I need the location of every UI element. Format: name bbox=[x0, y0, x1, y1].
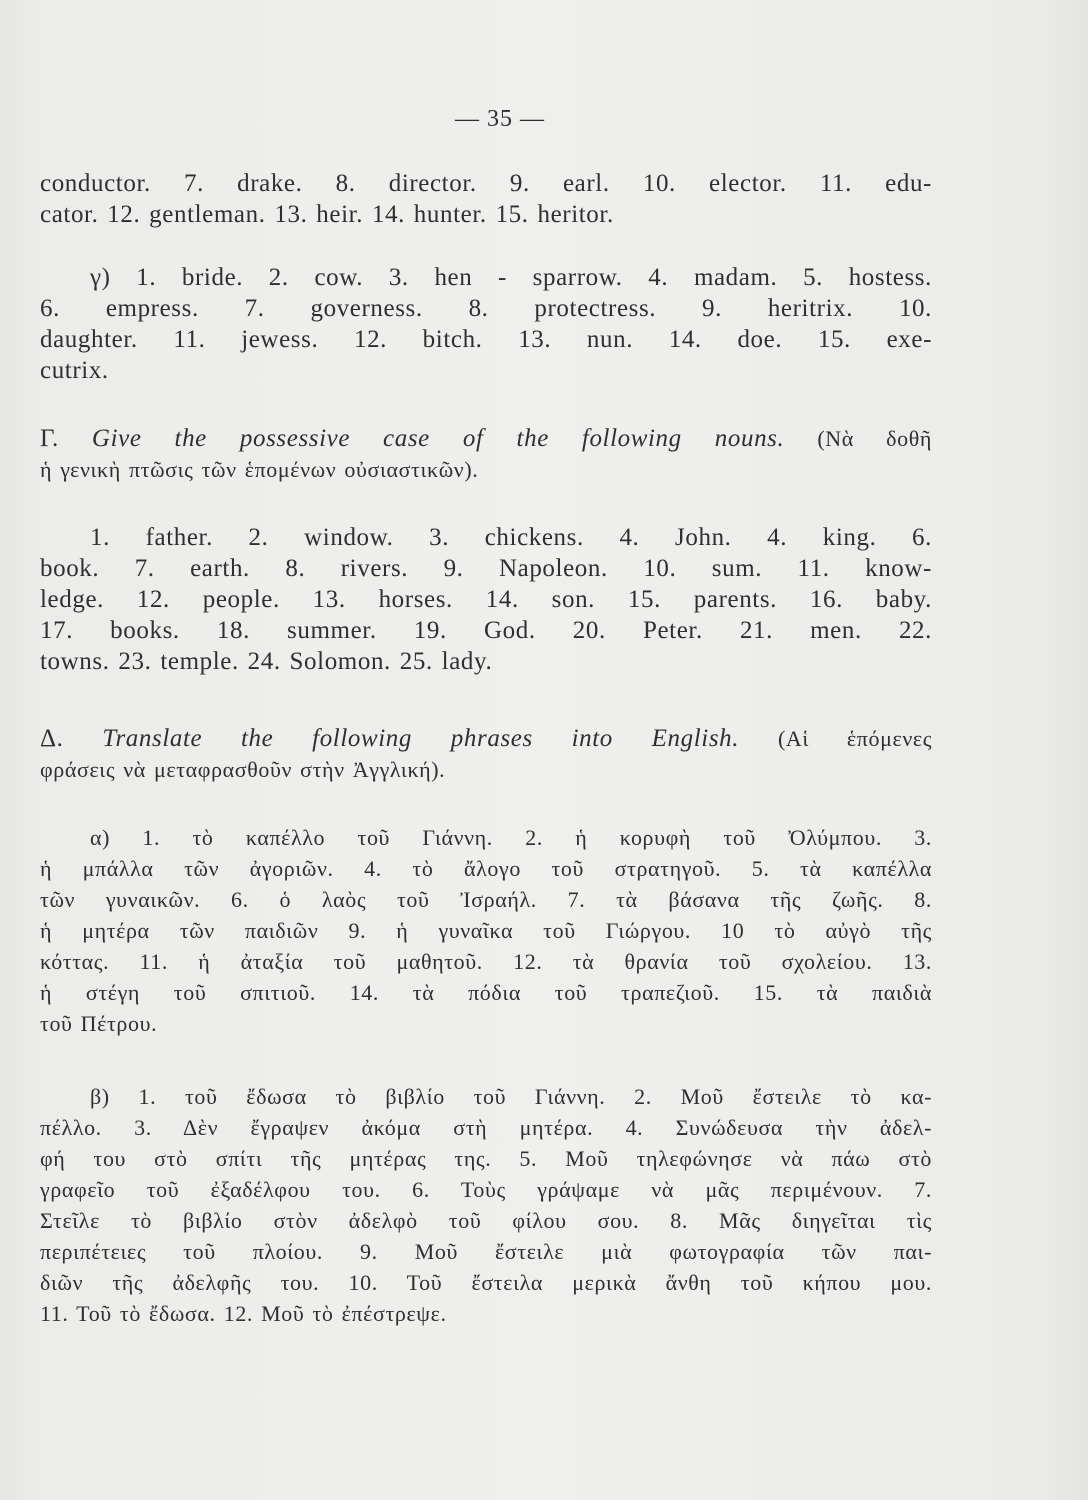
text-line: περιπέτειες τοῦ πλοίου. 9. Μοῦ ἔστειλε μιὰ φωτογραφία τῶν παι- bbox=[40, 1239, 932, 1264]
text-line: πέλλο. 3. Δὲν ἔγραψεν ἀκόμα στὴ μητέρα. 4. Συνώδευσα τὴν ἀδελ- bbox=[40, 1115, 932, 1140]
text-line: cator. 12. gentleman. 13. heir. 14. hunter. 15. heritor. bbox=[40, 201, 614, 228]
text-line: ἡ στέγη τοῦ σπιτιοῦ. 14. τὰ πόδια τοῦ τραπεζιοῦ. 15. τὰ παιδιὰ bbox=[40, 980, 932, 1005]
text-line: 6. empress. 7. governess. 8. protectress. 9. heritrix. 10. bbox=[40, 295, 932, 322]
beta-sentences bbox=[40, 1081, 932, 1329]
text-line: conductor. 7. drake. 8. director. 9. earl. 10. elector. 11. edu- bbox=[40, 170, 932, 197]
text-line: φή του στὸ σπίτι τῆς μητέρας της. 5. Μοῦ τηλεφώνησε νὰ πάω στὸ bbox=[40, 1146, 932, 1171]
text-line: διῶν τῆς ἀδελφῆς του. 10. Τοῦ ἔστειλα μερικὰ ἄνθη τοῦ κήπου μου. bbox=[40, 1270, 932, 1295]
feminine-words-list bbox=[40, 262, 932, 386]
exercise-title: Give the possessive case of the following nouns. bbox=[91, 425, 785, 452]
masculine-words-continuation bbox=[40, 168, 932, 230]
text-line: α) 1. τὸ καπέλλο τοῦ Γιάννη. 2. ἡ κορυφὴ τοῦ Ὀλύμπου. 3. bbox=[90, 825, 932, 850]
exercise-letter: Δ. bbox=[40, 725, 64, 752]
text-line: τοῦ Πέτρου. bbox=[40, 1011, 158, 1036]
possessive-nouns-list bbox=[40, 522, 932, 677]
text-line: γ) 1. bride. 2. cow. 3. hen - sparrow. 4. madam. 5. hostess. bbox=[90, 264, 932, 291]
text-line: 17. books. 18. summer. 19. God. 20. Peter. 21. men. 22. bbox=[40, 617, 932, 644]
text-line: γραφεῖο τοῦ ἐξαδέλφου του. 6. Τοὺς γράψαμε νὰ μᾶς περιμένουν. 7. bbox=[40, 1177, 932, 1202]
text-line: β) 1. τοῦ ἔδωσα τὸ βιβλίο τοῦ Γιάννη. 2. Μοῦ ἔστειλε τὸ κα- bbox=[90, 1084, 932, 1109]
exercise-delta-heading bbox=[40, 723, 932, 785]
text-line: book. 7. earth. 8. rivers. 9. Napoleon. 10. sum. 11. know- bbox=[40, 555, 932, 582]
text-line: ledge. 12. people. 13. horses. 14. son. 15. parents. 16. baby. bbox=[40, 586, 932, 613]
exercise-heading-line bbox=[40, 423, 932, 454]
text-line: daughter. 11. jewess. 12. bitch. 13. nun. 14. doe. 15. exe- bbox=[40, 326, 932, 353]
text-line: 11. Τοῦ τὸ ἔδωσα. 12. Μοῦ τὸ ἐπέστρεψε. bbox=[40, 1301, 447, 1326]
exercise-greek-instruction: (Νὰ δοθῆ bbox=[817, 426, 932, 451]
text-line: Στεῖλε τὸ βιβλίο στὸν ἀδελφὸ τοῦ φίλου σου. 8. Μᾶς διηγεῖται τὶς bbox=[40, 1208, 932, 1233]
text-line: ἡ μητέρα τῶν παιδιῶν 9. ἡ γυναῖκα τοῦ Γιώργου. 10 τὸ αὐγὸ τῆς bbox=[40, 918, 932, 943]
exercise-heading-line bbox=[40, 723, 932, 754]
text-line: 1. father. 2. window. 3. chickens. 4. John. 4. king. 6. bbox=[90, 524, 932, 551]
text-line: τῶν γυναικῶν. 6. ὁ λαὸς τοῦ Ἰσραήλ. 7. τὰ βάσανα τῆς ζωῆς. 8. bbox=[40, 887, 932, 912]
text-line: towns. 23. temple. 24. Solomon. 25. lady. bbox=[40, 648, 493, 675]
exercise-title: Translate the following phrases into English. bbox=[102, 725, 740, 752]
exercise-greek-instruction: (Αἱ ἑπόμενες bbox=[777, 726, 932, 751]
alpha-phrases bbox=[40, 822, 932, 1039]
exercise-gamma-heading bbox=[40, 423, 932, 485]
exercise-greek-instruction-cont: φράσεις νὰ μεταφρασθοῦν στὴν Ἀγγλική). bbox=[40, 757, 446, 782]
page-number: — 35 — bbox=[455, 106, 545, 132]
exercise-greek-instruction-cont: ἡ γενικὴ πτῶσις τῶν ἑπομένων οὐσιαστικῶν). bbox=[40, 457, 479, 482]
text-line: ἡ μπάλλα τῶν ἀγοριῶν. 4. τὸ ἄλογο τοῦ στρατηγοῦ. 5. τὰ καπέλλα bbox=[40, 856, 932, 881]
text-line: κόττας. 11. ἡ ἀταξία τοῦ μαθητοῦ. 12. τὰ θρανία τοῦ σχολείου. 13. bbox=[40, 949, 932, 974]
exercise-letter: Γ. bbox=[40, 425, 59, 452]
text-line: cutrix. bbox=[40, 357, 109, 384]
